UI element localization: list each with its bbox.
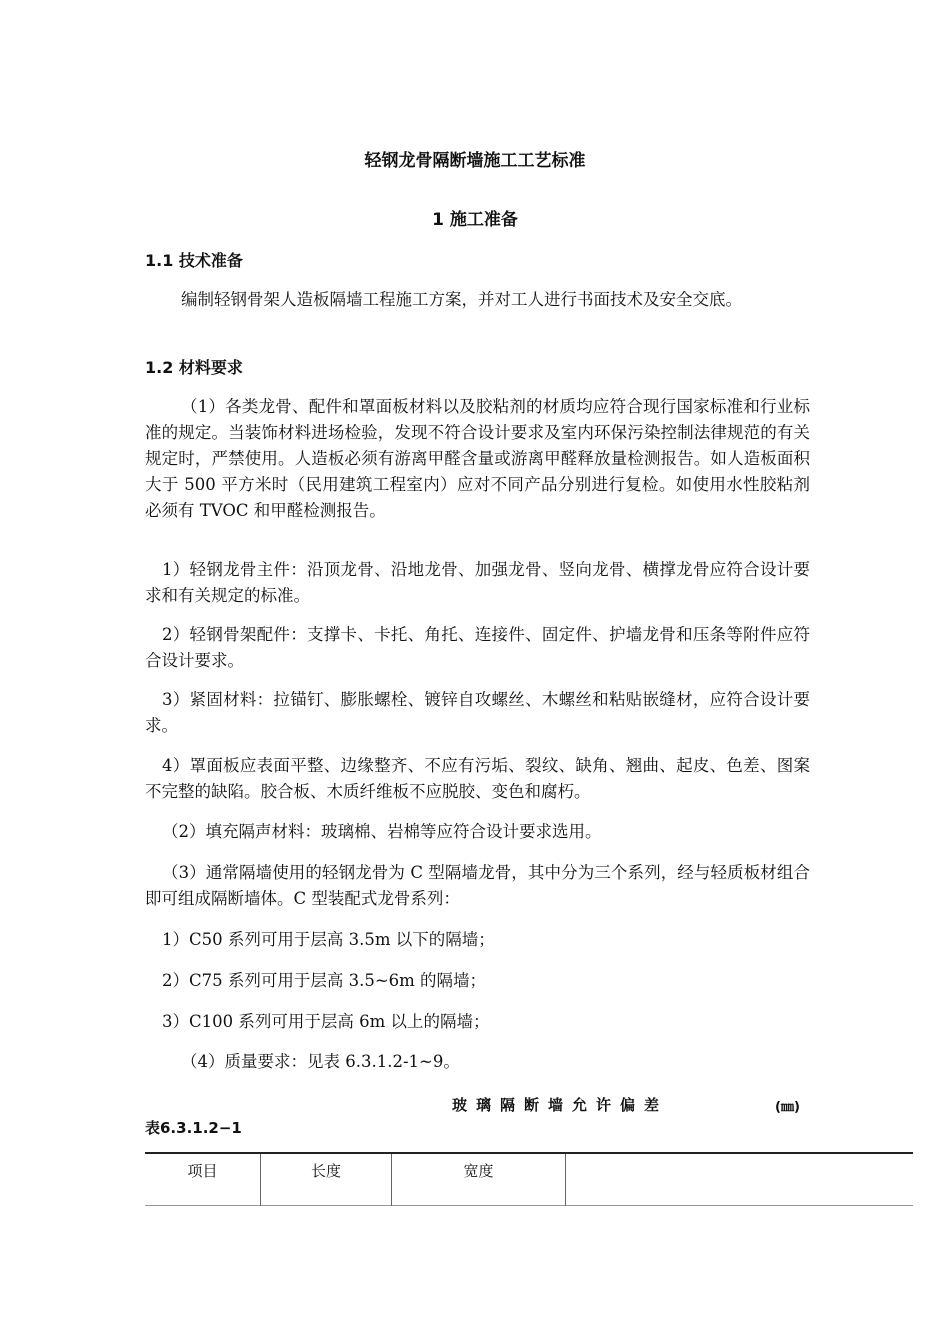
table-unit: (㎜) [775, 1100, 800, 1115]
table-header-cell: 长度 [261, 1153, 392, 1206]
table-caption: 玻璃隔断墙允许偏差 [452, 1096, 669, 1114]
table-header-cell: 项目 [145, 1153, 261, 1206]
paragraph-material-2: （2）填充隔声材料：玻璃棉、岩棉等应符合设计要求选用。 [162, 822, 602, 841]
paragraph-item-2: 2）轻钢骨架配件：支撑卡、卡托、角托、连接件、固定件、护墙龙骨和压条等附件应符合设计要求。 [145, 625, 810, 670]
paragraph-material-1: （1）各类龙骨、配件和罩面板材料以及胶粘剂的材质均应符合现行国家标准和行业标准的规定。当装饰材料进场检验，发现不符合设计要求及室内环保污染控制法律规范的有关规定时，严禁使用。人造板必须有游离甲醛含量或游离甲醛释放量检测报告。如人造板面积大于 500 平方米时（民用建筑工程室内）应对不同产品分别进行复检。如使用水性胶粘剂必须有 TVOC 和甲醛检测报告。 [145, 397, 810, 520]
paragraph-technical-prep: 编制轻钢骨架人造板隔墙工程施工方案，并对工人进行书面技术及安全交底。 [181, 290, 742, 309]
deviation-table [145, 1152, 913, 1206]
paragraph-material-3: （3）通常隔墙使用的轻钢龙骨为 C 型隔墙龙骨，其中分为三个系列，经与轻质板材组合即可组成隔断墙体。C 型装配式龙骨系列： [145, 863, 810, 908]
paragraph-c100: 3）C100 系列可用于层高 6m 以上的隔墙； [162, 1012, 490, 1031]
table-header-cell: 宽度 [392, 1153, 566, 1206]
paragraph-quality: （4）质量要求：见表 6.3.1.2-1~9。 [181, 1052, 460, 1071]
paragraph-item-3: 3）紧固材料：拉锚钉、膨胀螺栓、镀锌自攻螺丝、木螺丝和粘贴嵌缝材，应符合设计要求。 [145, 690, 810, 735]
paragraph-c50: 1）C50 系列可用于层高 3.5m 以下的隔墙； [162, 930, 495, 949]
section-heading-1: 1 施工准备 [432, 210, 518, 230]
subheading-1-2: 1.2 材料要求 [145, 358, 243, 377]
table-header-cell [566, 1153, 914, 1206]
paragraph-item-4: 4）罩面板应表面平整、边缘整齐、不应有污垢、裂纹、缺角、翘曲、起皮、色差、图案不完整的缺陷。胶合板、木质纤维板不应脱胶、变色和腐朽。 [145, 756, 810, 801]
table-header-row [145, 1153, 913, 1206]
table-number: 表6.3.1.2−1 [145, 1119, 242, 1137]
document-title: 轻钢龙骨隔断墙施工工艺标准 [364, 151, 586, 171]
paragraph-c75: 2）C75 系列可用于层高 3.5~6m 的隔墙； [162, 971, 487, 990]
paragraph-item-1: 1）轻钢龙骨主件：沿顶龙骨、沿地龙骨、加强龙骨、竖向龙骨、横撑龙骨应符合设计要求和有关规定的标准。 [145, 560, 810, 605]
subheading-1-1: 1.1 技术准备 [145, 251, 243, 270]
